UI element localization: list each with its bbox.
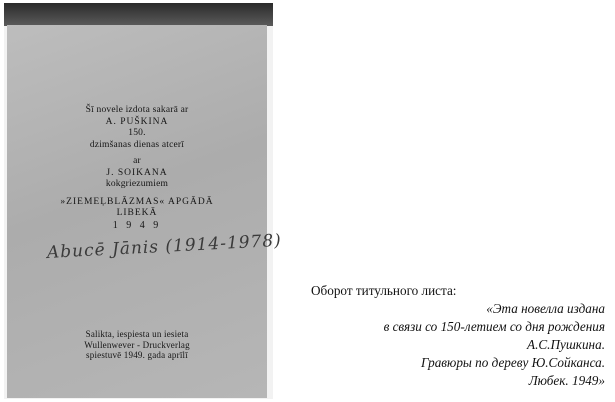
dedication-block bbox=[7, 105, 267, 231]
title-page-verso bbox=[7, 25, 283, 398]
author-name: A. PUŠKINA bbox=[105, 116, 169, 127]
photo-dark-edge bbox=[4, 3, 273, 26]
caption-line: в связи со 150-летием со дня рождения bbox=[383, 319, 605, 334]
publisher-name: »ZIEMEĻBLĀZMAS« APGĀDĀ bbox=[60, 196, 214, 207]
signature-text: Abucē Jānis (1914-1978) bbox=[46, 230, 283, 263]
colophon-block bbox=[7, 329, 267, 361]
woodcuts-line: kokgriezumiem bbox=[105, 179, 169, 189]
publisher-city: LIBEKĀ bbox=[116, 208, 158, 218]
colophon-line: spiestuvē 1949. gada aprīlī bbox=[86, 350, 188, 360]
handwritten-signature bbox=[46, 230, 283, 275]
caption-lead: Оборот титульного листа: bbox=[311, 283, 457, 298]
with-line: ar bbox=[133, 156, 141, 166]
anniversary-line: dzimšanas dienas atcerī bbox=[89, 139, 185, 150]
caption-line: «Эта новелла издана bbox=[486, 301, 605, 316]
anniversary-number: 150. bbox=[128, 128, 146, 138]
colophon-line: Salikta, iespiesta un iesieta bbox=[85, 329, 189, 339]
caption bbox=[295, 282, 605, 390]
dedication-line: Šī novele izdota sakarā ar bbox=[85, 105, 189, 115]
colophon-line: Wullenwever - Druckverlag bbox=[84, 339, 190, 350]
caption-line: А.С.Пушкина. bbox=[527, 337, 605, 352]
caption-line: Любек. 1949» bbox=[528, 373, 605, 388]
publication-year: 1 9 4 9 bbox=[112, 219, 162, 231]
caption-line: Гравюры по дереву Ю.Сойканса. bbox=[420, 355, 605, 370]
illustrator-name: J. SOIKANA bbox=[106, 167, 168, 178]
title-page-photo bbox=[4, 3, 283, 399]
